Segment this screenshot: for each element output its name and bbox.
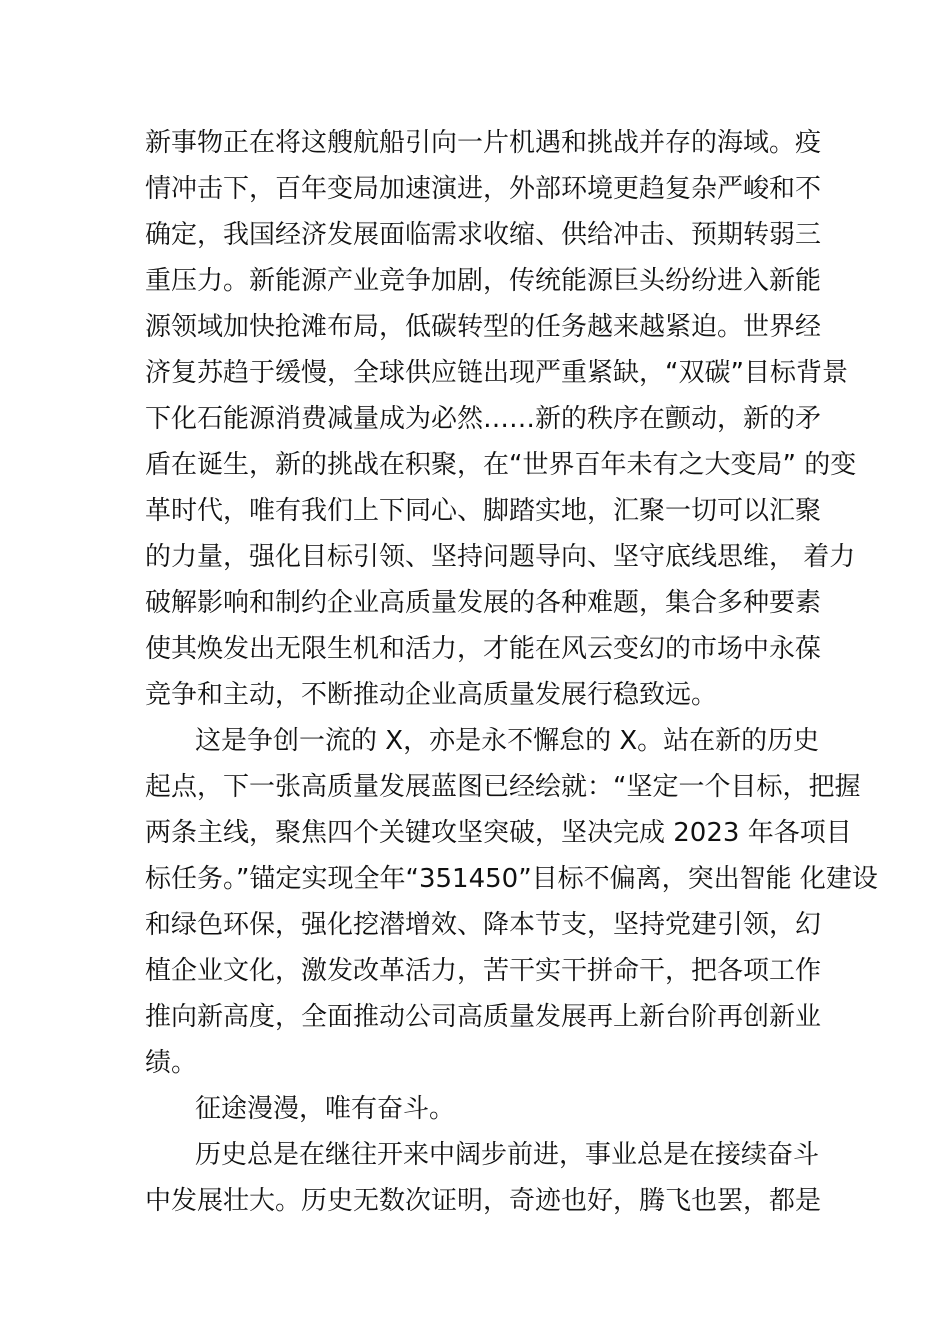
text-line: 新事物正在将这艘航船引向一片机遇和挑战并存的海域。疫 bbox=[145, 128, 822, 158]
text-line: 使其焕发出无限生机和活力，才能在风云变幻的市场中永葆 bbox=[145, 634, 822, 664]
text-line: 起点，下一张高质量发展蓝图已经绘就：“坚定一个目标，把握 bbox=[145, 772, 861, 802]
paragraph-first-line: 这是争创一流的 X，亦是永不懈怠的 X。站在新的历史 bbox=[195, 726, 820, 756]
document-body bbox=[145, 120, 878, 1224]
text-line: 标任务。”锚定实现全年“351450”目标不偏离，突出智能 化建设 bbox=[145, 864, 878, 894]
text-line: 源领域加快抢滩布局，低碳转型的任务越来越紧迫。世界经 bbox=[145, 312, 822, 342]
text-line: 竞争和主动，不断推动企业高质量发展行稳致远。 bbox=[145, 680, 718, 710]
text-line: 下化石能源消费减量成为必然……新的秩序在颤动，新的矛 bbox=[145, 404, 822, 434]
text-line: 确定，我国经济发展面临需求收缩、供给冲击、预期转弱三 bbox=[145, 220, 822, 250]
text-line: 济复苏趋于缓慢，全球供应链出现严重紧缺，“双碳”目标背景 bbox=[145, 358, 848, 388]
text-line: 情冲击下，百年变局加速演进，外部环境更趋复杂严峻和不 bbox=[145, 174, 822, 204]
text-line: 中发展壮大。历史无数次证明，奇迹也好，腾飞也罢，都是 bbox=[145, 1186, 822, 1216]
text-line: 两条主线，聚焦四个关键攻坚突破，坚决完成 2023 年各项目 bbox=[145, 818, 852, 848]
text-line: 推向新高度，全面推动公司高质量发展再上新台阶再创新业 bbox=[145, 1002, 822, 1032]
text-line: 破解影响和制约企业高质量发展的各种难题，集合多种要素 bbox=[145, 588, 822, 618]
text-line: 的力量，强化目标引领、坚持问题导向、坚守底线思维， 着力 bbox=[145, 542, 856, 572]
paragraph-first-line: 历史总是在继往开来中阔步前进，事业总是在接续奋斗 bbox=[195, 1140, 820, 1170]
paragraph-first-line: 征途漫漫，唯有奋斗。 bbox=[195, 1094, 456, 1124]
text-line: 盾在诞生，新的挑战在积聚，在“世界百年未有之大变局” 的变 bbox=[145, 450, 857, 480]
text-line: 植企业文化，激发改革活力，苦干实干拼命干，把各项工作 bbox=[145, 956, 822, 986]
text-line: 重压力。新能源产业竞争加剧，传统能源巨头纷纷进入新能 bbox=[145, 266, 822, 296]
text-line: 绩。 bbox=[145, 1048, 198, 1078]
text-line: 和绿色环保，强化挖潜增效、降本节支，坚持党建引领，幻 bbox=[145, 910, 822, 940]
text-line: 革时代，唯有我们上下同心、脚踏实地，汇聚一切可以汇聚 bbox=[145, 496, 822, 526]
